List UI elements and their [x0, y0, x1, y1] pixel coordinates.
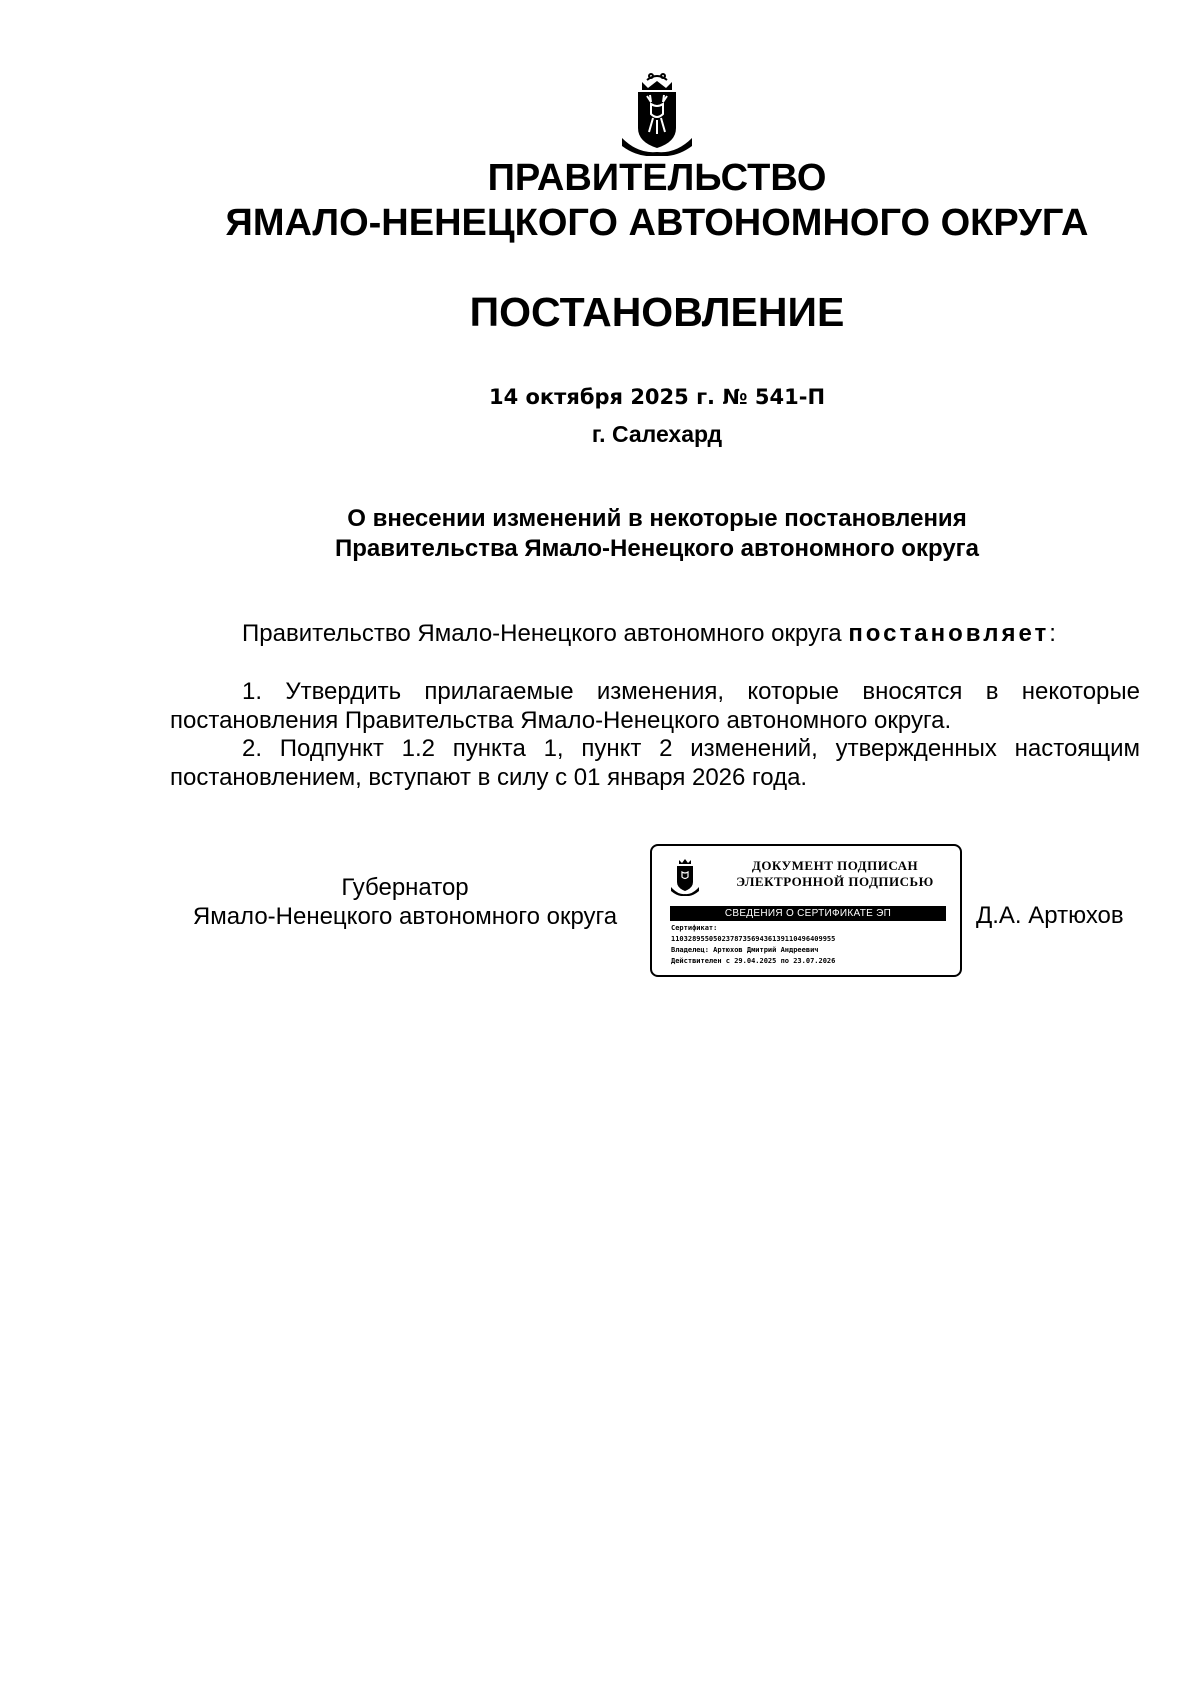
stamp-heading-line: ЭЛЕКТРОННОЙ ПОДПИСЬЮ [736, 874, 934, 889]
signer-position-line: Ямало-Ненецкого автономного округа [192, 902, 618, 930]
preamble-text: Правительство Ямало-Ненецкого автономного округа [242, 620, 849, 647]
document-subject [0, 504, 1200, 564]
coat-of-arms-icon [670, 856, 700, 896]
preamble-verb: постановляет [848, 620, 1050, 647]
stamp-heading-line: ДОКУМЕНТ ПОДПИСАН [751, 858, 919, 873]
subject-line: Правительства Ямало-Ненецкого автономного округа [334, 535, 980, 562]
certificate-validity: Действителен с 29.04.2025 по 23.07.2026 [671, 957, 836, 965]
date-and-number: 14 октября 2025 г. № 541-П [488, 385, 826, 409]
coat-of-arms-icon [618, 68, 696, 156]
preamble-end: : [1049, 620, 1056, 647]
preamble [170, 620, 1140, 649]
city: г. Салехард [591, 421, 723, 447]
certificate-label: Сертификат: [671, 924, 718, 932]
signer-position [170, 874, 640, 931]
region-title: ЯМАЛО-НЕНЕЦКОГО АВТОНОМНОГО ОКРУГА [225, 202, 1089, 244]
government-title: ПРАВИТЕЛЬСТВО [487, 157, 827, 199]
decree-item: 1. Утвердить прилагаемые изменения, которые вносятся в некоторые постановления Правительства Ямало-Ненецкого автономного округа. [170, 678, 1140, 734]
certificate-owner: Владелец: Артюхов Дмитрий Андреевич [671, 946, 819, 954]
certificate-info-bar: СВЕДЕНИЯ О СЕРТИФИКАТЕ ЭП [670, 906, 946, 921]
stamp-heading [720, 858, 950, 890]
decree-items [170, 678, 1140, 792]
decree-item: 2. Подпункт 1.2 пункта 1, пункт 2 изменений, утвержденных настоящим постановлением, вступают в силу с 01 января 2026 года. [170, 735, 1140, 791]
certificate-number: 110328955050237873569436139110496409955 [671, 935, 836, 943]
signer-name: Д.А. Артюхов [976, 902, 1124, 929]
certificate-details [671, 923, 956, 967]
signer-position-line: Губернатор [341, 874, 469, 901]
electronic-signature-stamp [650, 844, 962, 977]
document-type: ПОСТАНОВЛЕНИЕ [469, 289, 845, 335]
subject-line: О внесении изменений в некоторые постановления [347, 505, 967, 532]
